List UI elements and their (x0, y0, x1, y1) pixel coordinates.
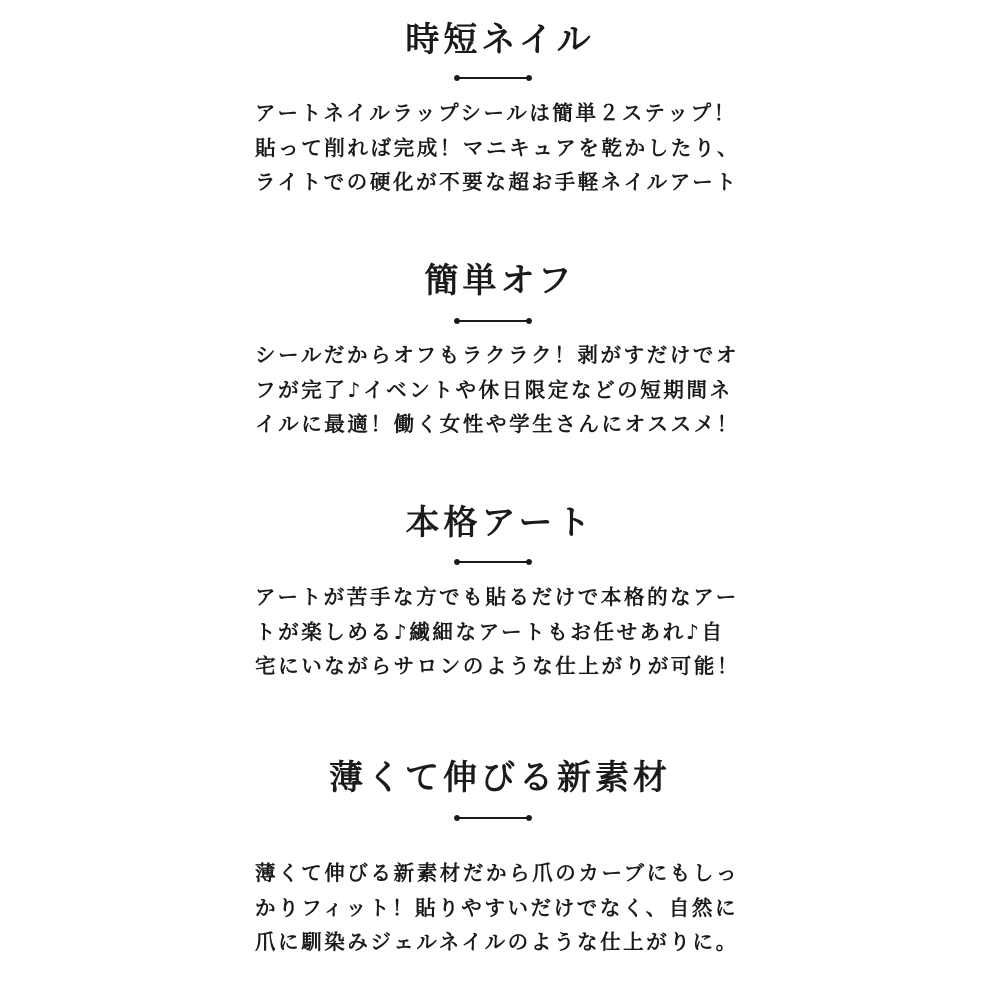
section-title-easy-off: 簡単オフ (424, 261, 576, 301)
body-line: シールだからオフもラクラク！剥がすだけでオ (255, 343, 740, 367)
section-divider (457, 320, 529, 322)
body-line: ライトでの硬化が不要な超お手軽ネイルアート (255, 170, 739, 194)
body-line: フが完了♪イベントや休日限定などの短期間ネ (255, 377, 733, 402)
body-line: かりフィット！貼りやすいだけでなく、自然に (255, 895, 739, 920)
section-body-easy-off (255, 338, 755, 442)
body-line: イルに最適！働く女性や学生さんにオススメ！ (255, 412, 740, 436)
body-line: アートネイルラップシールは簡単２ステップ！ (255, 101, 737, 125)
body-line: アートが苦手な方でも貼るだけで本格的なアー (255, 585, 739, 609)
section-title-new-material: 薄くて伸びる新素材 (329, 758, 671, 798)
section-divider (457, 77, 529, 79)
body-line: 宅にいながらサロンのような仕上がりが可能！ (255, 654, 741, 678)
section-body-authentic-art (255, 580, 755, 684)
section-divider (457, 817, 529, 819)
section-title-time-saving: 時短ネイル (405, 20, 595, 60)
body-line: トが楽しめる♪繊細なアートもお任せあれ♪自 (255, 619, 725, 644)
section-body-new-material (255, 856, 755, 960)
section-title-authentic-art: 本格アート (405, 503, 595, 543)
body-line: 爪に馴染みジェルネイルのような仕上がりに。 (255, 930, 739, 954)
body-line: 薄くて伸びる新素材だから爪のカーブにもしっ (255, 861, 740, 885)
section-body-time-saving (255, 96, 755, 200)
body-line: 貼って削れば完成！マニキュアを乾かしたり、 (255, 135, 741, 160)
section-divider (457, 561, 529, 563)
